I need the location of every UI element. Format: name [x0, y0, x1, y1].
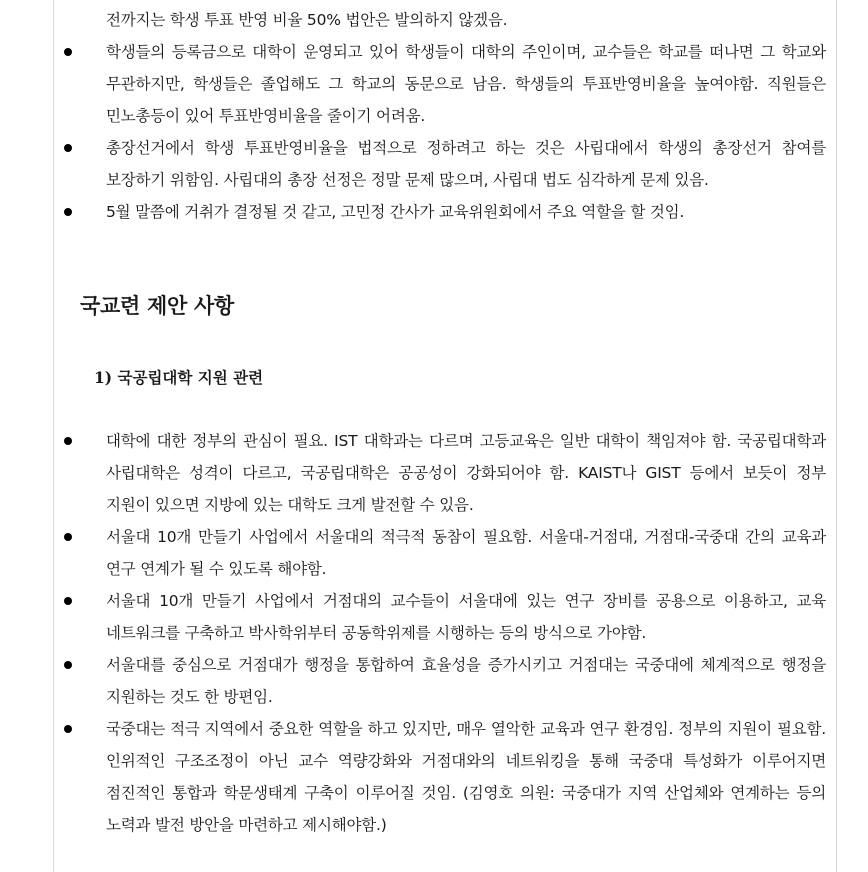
- bullet-icon: [64, 661, 72, 669]
- list-item: [0, 196, 826, 228]
- bullet-list-bottom: [0, 425, 868, 841]
- list-item-text: 서울대 10개 만들기 사업에서 서울대의 적극적 동참이 필요함. 서울대-거점대, 거점대-국중대 간의 교육과 연구 연계가 될 수 있도록 해야함.: [106, 528, 826, 578]
- section-heading: 국교련 제안 사항: [80, 294, 234, 318]
- bullet-icon: [64, 725, 72, 733]
- bullet-icon: [64, 533, 72, 541]
- bullet-icon: [64, 144, 72, 152]
- sub-heading: 1) 국공립대학 지원 관련: [94, 368, 264, 387]
- bullet-icon: [64, 208, 72, 216]
- list-item: [0, 425, 826, 521]
- list-item-text: 총장선거에서 학생 투표반영비율을 법적으로 정하려고 하는 것은 사립대에서 학생의 총장선거 참여를 보장하기 위함임. 사립대의 총장 선정은 정말 문제 많으며, 사립대 법도 심각하게 문제 있음.: [106, 139, 826, 189]
- list-item: [0, 713, 826, 841]
- bullet-list-top: [0, 36, 868, 228]
- list-item-text: 서울대를 중심으로 거점대가 행정을 통합하여 효율성을 증가시키고 거점대는 국중대에 체계적으로 행정을 지원하는 것도 한 방편임.: [106, 656, 826, 706]
- bullet-icon: [64, 437, 72, 445]
- continuation-text: 전까지는 학생 투표 반영 비율 50% 법안은 발의하지 않겠음.: [106, 11, 508, 29]
- list-item-text: 대학에 대한 정부의 관심이 필요. IST 대학과는 다르며 고등교육은 일반 대학이 책임져야 함. 국공립대학과 사립대학은 성격이 다르고, 국공립대학은 공공성이 강화되어야 함. KAIST나 GIST 등에서 보듯이 정부 지원이 있으면 지방에 있는 대학도 크게 발전할 수 있음.: [106, 432, 826, 514]
- bullet-icon: [64, 597, 72, 605]
- list-item: [0, 36, 826, 132]
- list-item: [0, 585, 826, 649]
- list-item-text: 국중대는 적극 지역에서 중요한 역할을 하고 있지만, 매우 열악한 교육과 연구 환경임. 정부의 지원이 필요함. 인위적인 구조조정이 아닌 교수 역량강화와 거점대와의 네트워킹을 통해 국중대 특성화가 이루어지면 점진적인 통합과 학문생태계 구축이 이루어질 것임. (김영호 의원: 국중대가 지역 산업체와 연계하는 등의 노력과 발전 방안을 마련하고 제시해야함.): [106, 720, 826, 834]
- list-item: [0, 521, 826, 585]
- list-item: [0, 132, 826, 196]
- bullet-icon: [64, 48, 72, 56]
- list-item-text: 학생들의 등록금으로 대학이 운영되고 있어 학생들이 대학의 주인이며, 교수들은 학교를 떠나면 그 학교와 무관하지만, 학생들은 졸업해도 그 학교의 동문으로 남음. 학생들의 투표반영비율을 높여야함. 직원들은 민노총등이 있어 투표반영비율을 줄이기 어려움.: [106, 43, 826, 125]
- list-item-text: 5월 말쯤에 거취가 결정될 것 같고, 고민정 간사가 교육위원회에서 주요 역할을 할 것임.: [106, 203, 685, 221]
- list-item: [0, 649, 826, 713]
- list-item-text: 서울대 10개 만들기 사업에서 거점대의 교수들이 서울대에 있는 연구 장비를 공용으로 이용하고, 교육 네트워크를 구축하고 박사학위부터 공동학위제를 시행하는 등의 방식으로 가야함.: [106, 592, 826, 642]
